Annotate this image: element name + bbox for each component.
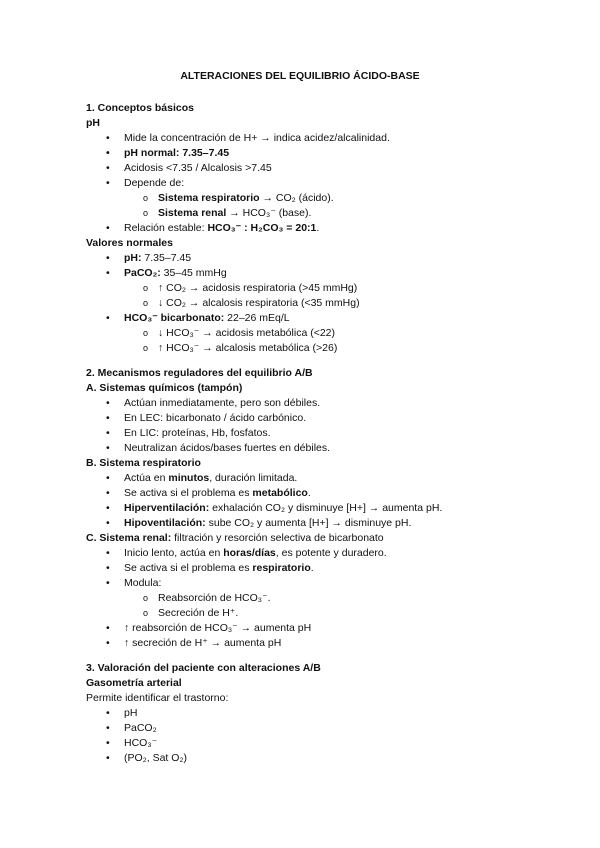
list-item: • pH normal: 7.35–7.45 xyxy=(86,146,566,161)
section-heading: 2. Mecanismos reguladores del equilibrio A/B xyxy=(86,367,313,379)
section-conceptos-basicos xyxy=(86,101,566,356)
ph-list xyxy=(86,131,566,236)
list-item: • Hipoventilación: sube CO₂ y aumenta [H+] → disminuye pH. xyxy=(86,516,566,531)
chemical-systems-list xyxy=(86,396,566,456)
list-item: • Inicio lento, actúa en horas/días, es potente y duradero. xyxy=(86,546,566,561)
subheading-valores-normales: Valores normales xyxy=(86,237,173,249)
list-item: • En LIC: proteínas, Hb, fosfatos. xyxy=(86,426,566,441)
section-mecanismos xyxy=(86,366,566,651)
sub-list-item: o Sistema renal → HCO₃⁻ (base). xyxy=(86,206,566,221)
sub-list-item: o Secreción de H⁺. xyxy=(86,606,566,621)
subheading-sistema-respiratorio: B. Sistema respiratorio xyxy=(86,457,201,469)
intro-text: Permite identificar el trastorno: xyxy=(86,692,229,704)
sub-list xyxy=(86,281,566,311)
subheading-sistema-renal: C. Sistema renal: filtración y resorción selectiva de bicarbonato xyxy=(86,532,384,544)
sub-list xyxy=(86,191,566,221)
list-item: • Actúan inmediatamente, pero son débiles. xyxy=(86,396,566,411)
section-heading: 3. Valoración del paciente con alteraciones A/B xyxy=(86,662,321,674)
renal-system-list xyxy=(86,546,566,651)
sub-list-item: o ↓ CO₂ → alcalosis respiratoria (<35 mmHg) xyxy=(86,296,566,311)
sub-list xyxy=(86,326,566,356)
list-item: • pH: 7.35–7.45 xyxy=(86,251,566,266)
list-item: • Actúa en minutos, duración limitada. xyxy=(86,471,566,486)
list-item: • Neutralizan ácidos/bases fuertes en débiles. xyxy=(86,441,566,456)
list-item: • Hiperventilación: exhalación CO₂ y disminuye [H+] → aumenta pH. xyxy=(86,501,566,516)
page-title: ALTERACIONES DEL EQUILIBRIO ÁCIDO-BASE xyxy=(180,70,420,82)
list-item: • PaCO₂: 35–45 mmHg o ↑ CO₂ → acidosis respiratoria (>45 mmHg) o ↓ CO₂ → alcalosis respiratoria (<35 mmHg) xyxy=(86,266,566,311)
sub-list-item: o ↓ HCO₃⁻ → acidosis metabólica (<22) xyxy=(86,326,566,341)
list-item: • Depende de: o Sistema respiratorio → CO₂ (ácido). o Sistema renal → HCO₃⁻ (base). xyxy=(86,176,566,221)
list-item: • Modula: o Reabsorción de HCO₃⁻. o Secreción de H⁺. xyxy=(86,576,566,621)
list-item: • ↑ reabsorción de HCO₃⁻ → aumenta pH xyxy=(86,621,566,636)
list-item: • En LEC: bicarbonato / ácido carbónico. xyxy=(86,411,566,426)
list-item: • (PO₂, Sat O₂) xyxy=(86,751,566,766)
list-item: • HCO₃⁻ bicarbonato: 22–26 mEq/L o ↓ HCO₃⁻ → acidosis metabólica (<22) o ↑ HCO₃⁻ → alcalosis metabólica (>26) xyxy=(86,311,566,356)
normal-values-list xyxy=(86,251,566,356)
respiratory-system-list xyxy=(86,471,566,531)
list-item: • PaCO₂ xyxy=(86,721,566,736)
list-item: • Acidosis <7.35 / Alcalosis >7.45 xyxy=(86,161,566,176)
assessment-list xyxy=(86,706,566,766)
list-item: • Se activa si el problema es respiratorio. xyxy=(86,561,566,576)
list-item: • Relación estable: HCO₃⁻ : H₂CO₃ = 20:1. xyxy=(86,221,566,236)
subheading-sistemas-quimicos: A. Sistemas químicos (tampón) xyxy=(86,382,243,394)
subheading-gasometria: Gasometría arterial xyxy=(86,677,182,689)
list-item: • HCO₃⁻ xyxy=(86,736,566,751)
sub-list-item: o Sistema respiratorio → CO₂ (ácido). xyxy=(86,191,566,206)
list-item: • ↑ secreción de H⁺ → aumenta pH xyxy=(86,636,566,651)
list-item: • pH xyxy=(86,706,566,721)
section-valoracion xyxy=(86,661,566,766)
section-heading: 1. Conceptos básicos xyxy=(86,102,194,114)
list-item: • Se activa si el problema es metabólico. xyxy=(86,486,566,501)
list-item: • Mide la concentración de H+ → indica acidez/alcalinidad. xyxy=(86,131,566,146)
sub-list-item: o ↑ CO₂ → acidosis respiratoria (>45 mmHg) xyxy=(86,281,566,296)
sub-list xyxy=(86,591,566,621)
sub-list-item: o ↑ HCO₃⁻ → alcalosis metabólica (>26) xyxy=(86,341,566,356)
sub-list-item: o Reabsorción de HCO₃⁻. xyxy=(86,591,566,606)
subheading-ph: pH xyxy=(86,117,100,129)
